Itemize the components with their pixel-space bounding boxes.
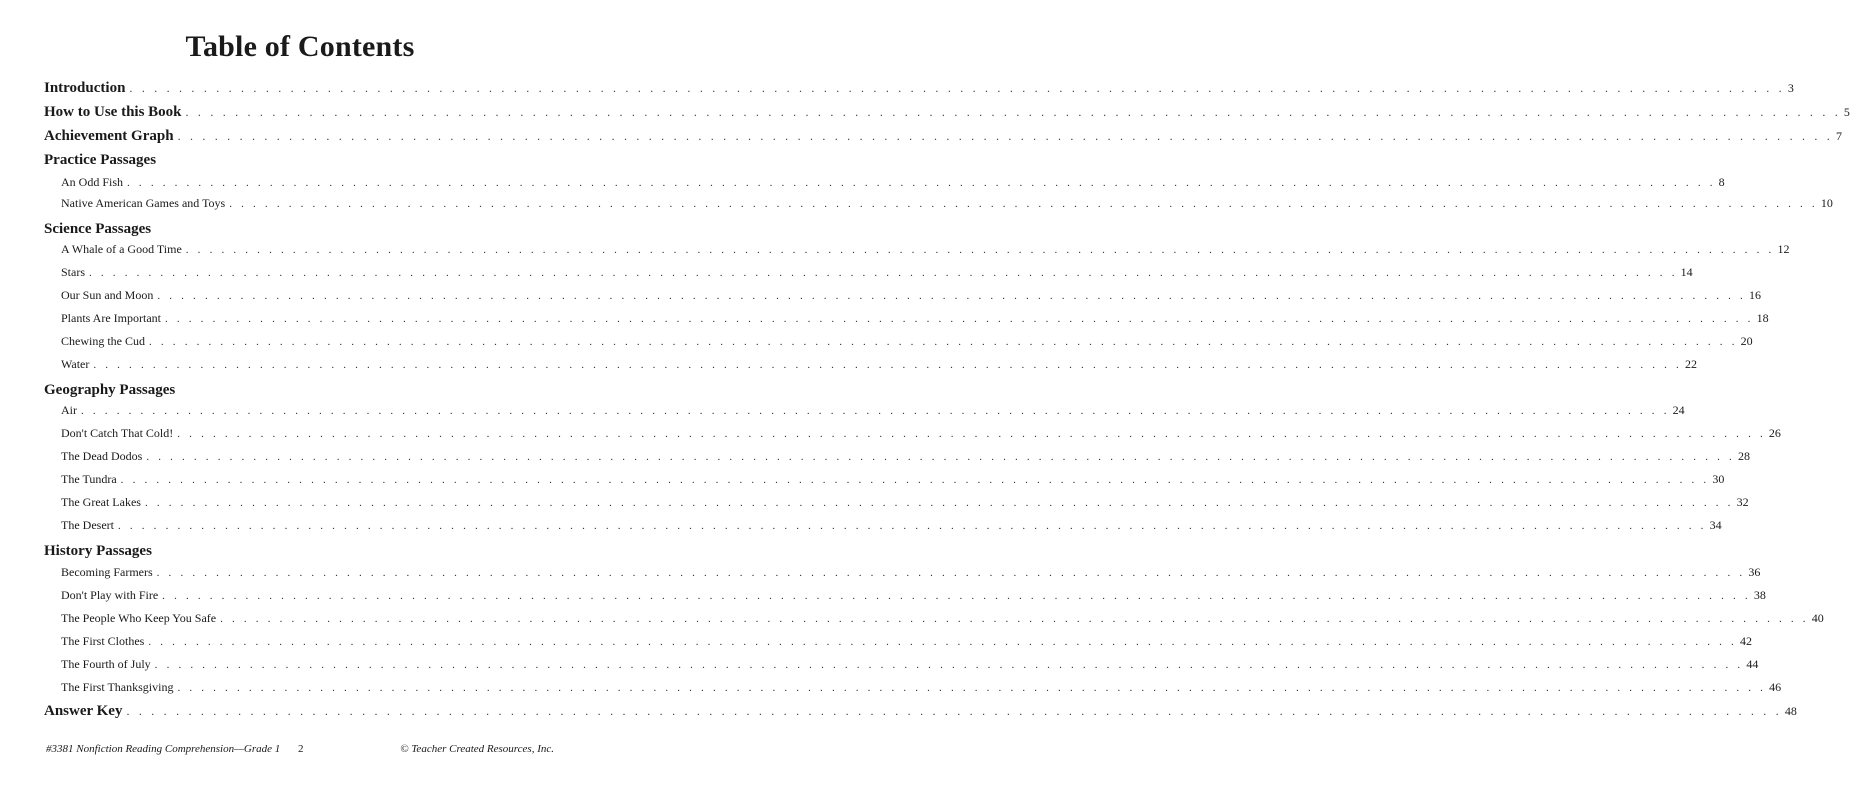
entry-page-number: 22 — [1685, 357, 1698, 371]
entry-label: The Fourth of July — [61, 657, 151, 671]
toc-entry[interactable] — [61, 518, 1722, 533]
dot-leader: . . . . . . . . . . . . . . . . . . . . . . . . . . . . . . . . . . . . . . . . . . . . . . . . . . . . . . . . . . . . . . . . . . . . . . . . . . . . . . . . . . . . . . . . . . . . . . . . . . . . . . . . . . . . . . . . . . . . . . . . . . . . . . . . . . . . . . — [185, 244, 1775, 256]
entry-label: An Odd Fish — [61, 175, 124, 189]
toc-entry[interactable] — [61, 242, 1790, 257]
entry-label: Don't Catch That Cold! — [61, 426, 174, 440]
toc-entry[interactable] — [61, 311, 1769, 326]
toc-entry[interactable] — [61, 426, 1781, 441]
dot-leader: . . . . . . . . . . . . . . . . . . . . . . . . . . . . . . . . . . . . . . . . . . . . . . . . . . . . . . . . . . . . . . . . . . . . . . . . . . . . . . . . . . . . . . . . . . . . . . . . . . . . . . . . . . . . . . . . . . . . . . . . . . . . . . . . . . . . . . — [127, 177, 1716, 189]
page-title: Table of Contents — [185, 30, 415, 63]
entry-label: Introduction — [44, 80, 126, 96]
toc-entry[interactable] — [61, 357, 1698, 372]
entry-label: Plants Are Important — [61, 311, 161, 325]
entry-page-number: 20 — [1740, 334, 1753, 348]
entry-page-number: 24 — [1672, 403, 1685, 417]
toc-entry[interactable] — [61, 288, 1761, 303]
entry-page-number: 28 — [1737, 449, 1750, 463]
section-heading-history: History Passages — [44, 543, 152, 559]
entry-page-number: 46 — [1769, 680, 1782, 694]
entry-page-number: 5 — [1843, 105, 1850, 119]
footer-page-number: 2 — [298, 743, 304, 755]
entry-page-number: 14 — [1680, 265, 1693, 279]
dot-leader: . . . . . . . . . . . . . . . . . . . . . . . . . . . . . . . . . . . . . . . . . . . . . . . . . . . . . . . . . . . . . . . . . . . . . . . . . . . . . . . . . . . . . . . . . . . . . . . . . . . . . . . . . . . . . . . . . . . . . . . . . . . . . . . . . . . . . . — [157, 290, 1746, 302]
dot-leader: . . . . . . . . . . . . . . . . . . . . . . . . . . . . . . . . . . . . . . . . . . . . . . . . . . . . . . . . . . . . . . . . . . . . . . . . . . . . . . . . . . . . . . . . . . . . . . . . . . . . . . . . . . . . . . . . . . . . . . . . . . . . . . . . . . . . . . — [126, 704, 1782, 718]
toc-entry[interactable] — [61, 495, 1749, 510]
toc-entry[interactable] — [61, 175, 1725, 190]
dot-leader: . . . . . . . . . . . . . . . . . . . . . . . . . . . . . . . . . . . . . . . . . . . . . . . . . . . . . . . . . . . . . . . . . . . . . . . . . . . . . . . . . . . . . . . . . . . . . . . . . . . . . . . . . . . . . . . . . . . . . . . . . . . . . . . . . . . . . . — [220, 613, 1809, 625]
dot-leader: . . . . . . . . . . . . . . . . . . . . . . . . . . . . . . . . . . . . . . . . . . . . . . . . . . . . . . . . . . . . . . . . . . . . . . . . . . . . . . . . . . . . . . . . . . . . . . . . . . . . . . . . . . . . . . . . . . . . . . . . . . . . . . . . . . . . . . — [117, 520, 1707, 532]
dot-leader: . . . . . . . . . . . . . . . . . . . . . . . . . . . . . . . . . . . . . . . . . . . . . . . . . . . . . . . . . . . . . . . . . . . . . . . . . . . . . . . . . . . . . . . . . . . . . . . . . . . . . . . . . . . . . . . . . . . . . . . . . . . . . . . . . . . . . . — [129, 81, 1785, 95]
toc-entry-introduction[interactable] — [44, 80, 1794, 97]
dot-leader: . . . . . . . . . . . . . . . . . . . . . . . . . . . . . . . . . . . . . . . . . . . . . . . . . . . . . . . . . . . . . . . . . . . . . . . . . . . . . . . . . . . . . . . . . . . . . . . . . . . . . . . . . . . . . . . . . . . . . . . . . . . . . . . . . . . . . . — [177, 129, 1833, 143]
entry-label: The Great Lakes — [61, 495, 141, 509]
entry-label: The Desert — [61, 518, 114, 532]
entry-page-number: 30 — [1712, 472, 1725, 486]
toc-entry[interactable] — [61, 588, 1766, 603]
entry-page-number: 36 — [1748, 565, 1761, 579]
entry-label: The People Who Keep You Safe — [61, 611, 217, 625]
dot-leader: . . . . . . . . . . . . . . . . . . . . . . . . . . . . . . . . . . . . . . . . . . . . . . . . . . . . . . . . . . . . . . . . . . . . . . . . . . . . . . . . . . . . . . . . . . . . . . . . . . . . . . . . . . . . . . . . . . . . . . . . . . . . . . . . . . . . . . — [120, 474, 1710, 486]
entry-label: Stars — [61, 265, 85, 279]
entry-page-number: 26 — [1768, 426, 1781, 440]
toc-entry[interactable] — [61, 611, 1824, 626]
entry-page-number: 32 — [1736, 495, 1749, 509]
footer-copyright: © Teacher Created Resources, Inc. — [400, 743, 554, 755]
entry-label: The First Thanksgiving — [61, 680, 174, 694]
dot-leader: . . . . . . . . . . . . . . . . . . . . . . . . . . . . . . . . . . . . . . . . . . . . . . . . . . . . . . . . . . . . . . . . . . . . . . . . . . . . . . . . . . . . . . . . . . . . . . . . . . . . . . . . . . . . . . . . . . . . . . . . . . . . . . . . . . . . . . — [81, 405, 1670, 417]
toc-entry[interactable] — [61, 565, 1761, 580]
entry-page-number: 16 — [1749, 288, 1761, 302]
section-heading-geography: Geography Passages — [44, 382, 176, 398]
dot-leader: . . . . . . . . . . . . . . . . . . . . . . . . . . . . . . . . . . . . . . . . . . . . . . . . . . . . . . . . . . . . . . . . . . . . . . . . . . . . . . . . . . . . . . . . . . . . . . . . . . . . . . . . . . . . . . . . . . . . . . . . . . . . . . . . . . . . . . — [177, 682, 1767, 694]
entry-page-number: 42 — [1740, 634, 1752, 648]
dot-leader: . . . . . . . . . . . . . . . . . . . . . . . . . . . . . . . . . . . . . . . . . . . . . . . . . . . . . . . . . . . . . . . . . . . . . . . . . . . . . . . . . . . . . . . . . . . . . . . . . . . . . . . . . . . . . . . . . . . . . . . . . . . . . . . . . . . . . . — [89, 267, 1678, 279]
dot-leader: . . . . . . . . . . . . . . . . . . . . . . . . . . . . . . . . . . . . . . . . . . . . . . . . . . . . . . . . . . . . . . . . . . . . . . . . . . . . . . . . . . . . . . . . . . . . . . . . . . . . . . . . . . . . . . . . . . . . . . . . . . . . . . . . . . . . . . — [148, 636, 1737, 648]
toc-entry[interactable] — [61, 403, 1685, 418]
toc-entry[interactable] — [61, 657, 1759, 672]
entry-page-number: 12 — [1777, 242, 1790, 256]
entry-label: Chewing the Cud — [61, 334, 145, 348]
toc-entry[interactable] — [61, 265, 1693, 280]
entry-label: Don't Play with Fire — [61, 588, 159, 602]
footer-book-title: #3381 Nonfiction Reading Comprehension—Grade 1 — [46, 743, 281, 755]
dot-leader: . . . . . . . . . . . . . . . . . . . . . . . . . . . . . . . . . . . . . . . . . . . . . . . . . . . . . . . . . . . . . . . . . . . . . . . . . . . . . . . . . . . . . . . . . . . . . . . . . . . . . . . . . . . . . . . . . . . . . . . . . . . . . . . . . . . . . . — [144, 497, 1734, 509]
dot-leader: . . . . . . . . . . . . . . . . . . . . . . . . . . . . . . . . . . . . . . . . . . . . . . . . . . . . . . . . . . . . . . . . . . . . . . . . . . . . . . . . . . . . . . . . . . . . . . . . . . . . . . . . . . . . . . . . . . . . . . . . . . . . . . . . . . . . . . — [154, 659, 1744, 671]
entry-page-number: 10 — [1820, 196, 1833, 210]
entry-label: Becoming Farmers — [61, 565, 153, 579]
entry-label: Answer Key — [44, 703, 123, 719]
toc-entry[interactable] — [61, 680, 1782, 695]
dot-leader: . . . . . . . . . . . . . . . . . . . . . . . . . . . . . . . . . . . . . . . . . . . . . . . . . . . . . . . . . . . . . . . . . . . . . . . . . . . . . . . . . . . . . . . . . . . . . . . . . . . . . . . . . . . . . . . . . . . . . . . . . . . . . . . . . . . . . . — [149, 336, 1738, 348]
entry-page-number: 38 — [1753, 588, 1766, 602]
dot-leader: . . . . . . . . . . . . . . . . . . . . . . . . . . . . . . . . . . . . . . . . . . . . . . . . . . . . . . . . . . . . . . . . . . . . . . . . . . . . . . . . . . . . . . . . . . . . . . . . . . . . . . . . . . . . . . . . . . . . . . . . . . . . . . . . . . . . . . — [93, 359, 1683, 371]
entry-page-number: 18 — [1756, 311, 1769, 325]
entry-page-number: 48 — [1784, 704, 1797, 718]
entry-label: The First Clothes — [61, 634, 145, 648]
dot-leader: . . . . . . . . . . . . . . . . . . . . . . . . . . . . . . . . . . . . . . . . . . . . . . . . . . . . . . . . . . . . . . . . . . . . . . . . . . . . . . . . . . . . . . . . . . . . . . . . . . . . . . . . . . . . . . . . . . . . . . . . . . . . . . . . . . . . . . — [185, 105, 1841, 119]
entry-page-number: 44 — [1746, 657, 1759, 671]
entry-page-number: 40 — [1811, 611, 1824, 625]
toc-entry-answer-key[interactable] — [44, 703, 1797, 720]
entry-label: Our Sun and Moon — [61, 288, 154, 302]
entry-label: Air — [61, 403, 77, 417]
dot-leader: . . . . . . . . . . . . . . . . . . . . . . . . . . . . . . . . . . . . . . . . . . . . . . . . . . . . . . . . . . . . . . . . . . . . . . . . . . . . . . . . . . . . . . . . . . . . . . . . . . . . . . . . . . . . . . . . . . . . . . . . . . . . . . . . . . . . . . — [164, 313, 1754, 325]
entry-page-number: 8 — [1718, 175, 1725, 189]
toc-entry[interactable] — [61, 196, 1833, 211]
dot-leader: . . . . . . . . . . . . . . . . . . . . . . . . . . . . . . . . . . . . . . . . . . . . . . . . . . . . . . . . . . . . . . . . . . . . . . . . . . . . . . . . . . . . . . . . . . . . . . . . . . . . . . . . . . . . . . . . . . . . . . . . . . . . . . . . . . . . . . — [229, 198, 1818, 210]
dot-leader: . . . . . . . . . . . . . . . . . . . . . . . . . . . . . . . . . . . . . . . . . . . . . . . . . . . . . . . . . . . . . . . . . . . . . . . . . . . . . . . . . . . . . . . . . . . . . . . . . . . . . . . . . . . . . . . . . . . . . . . . . . . . . . . . . . . . . . — [177, 428, 1766, 440]
dot-leader: . . . . . . . . . . . . . . . . . . . . . . . . . . . . . . . . . . . . . . . . . . . . . . . . . . . . . . . . . . . . . . . . . . . . . . . . . . . . . . . . . . . . . . . . . . . . . . . . . . . . . . . . . . . . . . . . . . . . . . . . . . . . . . . . . . . . . . — [146, 451, 1735, 463]
entry-label: Achievement Graph — [44, 128, 174, 144]
section-heading-practice: Practice Passages — [44, 152, 157, 168]
dot-leader: . . . . . . . . . . . . . . . . . . . . . . . . . . . . . . . . . . . . . . . . . . . . . . . . . . . . . . . . . . . . . . . . . . . . . . . . . . . . . . . . . . . . . . . . . . . . . . . . . . . . . . . . . . . . . . . . . . . . . . . . . . . . . . . . . . . . . . — [162, 590, 1751, 602]
entry-label: The Dead Dodos — [61, 449, 143, 463]
toc-entry[interactable] — [61, 634, 1752, 649]
entry-label: Native American Games and Toys — [61, 196, 226, 210]
toc-entry[interactable] — [61, 449, 1750, 464]
entry-label: How to Use this Book — [44, 104, 182, 120]
dot-leader: . . . . . . . . . . . . . . . . . . . . . . . . . . . . . . . . . . . . . . . . . . . . . . . . . . . . . . . . . . . . . . . . . . . . . . . . . . . . . . . . . . . . . . . . . . . . . . . . . . . . . . . . . . . . . . . . . . . . . . . . . . . . . . . . . . . . . . — [156, 567, 1746, 579]
section-heading-science: Science Passages — [44, 221, 152, 237]
entry-label: Water — [61, 357, 90, 371]
toc-entry-achievement-graph[interactable] — [44, 128, 1842, 145]
entry-label: A Whale of a Good Time — [61, 242, 182, 256]
entry-page-number: 3 — [1787, 81, 1794, 95]
entry-page-number: 7 — [1835, 129, 1842, 143]
entry-page-number: 34 — [1709, 518, 1722, 532]
toc-entry[interactable] — [61, 334, 1753, 349]
toc-entry-how-to-use[interactable] — [44, 104, 1850, 121]
toc-entry[interactable] — [61, 472, 1725, 487]
entry-label: The Tundra — [61, 472, 117, 486]
